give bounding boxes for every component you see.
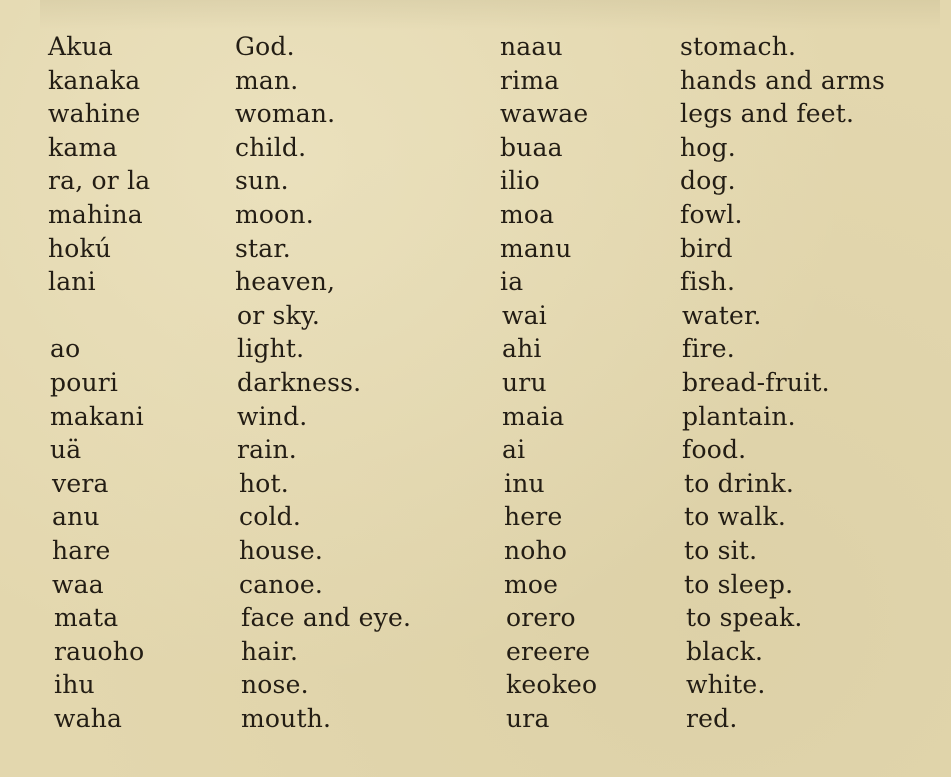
english-meaning: wind. bbox=[237, 401, 308, 431]
english-meaning: hot. bbox=[239, 468, 289, 498]
hawaiian-word: ilio bbox=[500, 166, 540, 196]
hawaiian-word: ao bbox=[50, 334, 81, 364]
english-meaning: bread-fruit. bbox=[682, 367, 830, 397]
english-meaning: water. bbox=[682, 300, 762, 330]
hawaiian-word: noho bbox=[504, 535, 568, 565]
english-meaning: man. bbox=[235, 65, 299, 95]
english-meaning: to drink. bbox=[684, 468, 794, 498]
hawaiian-word: ahi bbox=[502, 334, 542, 364]
english-meaning: hair. bbox=[241, 636, 299, 666]
english-meaning: fire. bbox=[682, 334, 735, 364]
hawaiian-word: kama bbox=[48, 132, 118, 162]
hawaiian-word: buaa bbox=[500, 132, 563, 162]
hawaiian-word: hokú bbox=[48, 233, 112, 263]
hawaiian-word-empty bbox=[48, 299, 150, 333]
english-meaning: hands and arms bbox=[680, 65, 886, 95]
hawaiian-word: mata bbox=[54, 603, 119, 633]
hawaiian-word: moa bbox=[500, 199, 555, 229]
english-meaning: light. bbox=[237, 334, 305, 364]
english-meaning: heaven, bbox=[235, 267, 336, 297]
english-meaning: to walk. bbox=[684, 502, 787, 532]
hawaiian-word: ai bbox=[502, 435, 526, 465]
english-meaning: fowl. bbox=[680, 199, 743, 229]
english-meaning: star. bbox=[235, 233, 291, 263]
english-meaning: face and eye. bbox=[241, 603, 412, 633]
english-meaning: to sit. bbox=[684, 535, 758, 565]
hawaiian-word: ra, or la bbox=[48, 166, 151, 196]
english-meaning: to speak. bbox=[686, 603, 803, 633]
hawaiian-word: Akua bbox=[48, 32, 114, 61]
english-meaning: dog. bbox=[680, 166, 736, 196]
hawaiian-word: lani bbox=[48, 267, 96, 297]
english-meaning: child. bbox=[235, 132, 307, 162]
hawaiian-word: manu bbox=[500, 233, 572, 263]
english-meaning: stomach. bbox=[680, 32, 797, 61]
hawaiian-word: hare bbox=[52, 535, 111, 565]
english-meaning: bird bbox=[680, 233, 733, 263]
english-meaning: plantain. bbox=[682, 401, 796, 431]
english-meaning: sun. bbox=[235, 166, 289, 196]
english-meaning: nose. bbox=[241, 670, 309, 700]
hawaiian-word: anu bbox=[52, 502, 100, 532]
hawaiian-word: waa bbox=[52, 569, 104, 599]
english-meaning: woman. bbox=[235, 99, 336, 129]
hawaiian-word: uru bbox=[502, 367, 547, 397]
english-meaning: darkness. bbox=[237, 367, 362, 397]
english-meaning: to sleep. bbox=[684, 569, 794, 599]
hawaiian-word: wai bbox=[502, 300, 547, 330]
english-meaning: food. bbox=[682, 435, 747, 465]
hawaiian-word: kanaka bbox=[48, 65, 141, 95]
hawaiian-word: rauoho bbox=[54, 636, 145, 666]
english-meaning: legs and feet. bbox=[680, 99, 855, 129]
english-meaning: red. bbox=[686, 703, 738, 733]
hawaiian-word: wawae bbox=[500, 99, 589, 129]
right-english-column bbox=[680, 30, 885, 735]
hawaiian-word: uä bbox=[50, 435, 82, 465]
hawaiian-word: pouri bbox=[50, 367, 119, 397]
hawaiian-word: waha bbox=[54, 703, 123, 733]
english-meaning: or sky. bbox=[237, 300, 321, 330]
english-meaning: mouth. bbox=[241, 703, 332, 733]
english-meaning: fish. bbox=[680, 267, 736, 297]
english-meaning: hog. bbox=[680, 132, 736, 162]
hawaiian-word: makani bbox=[50, 401, 144, 431]
english-meaning: house. bbox=[239, 535, 324, 565]
hawaiian-word: keokeo bbox=[506, 670, 598, 700]
english-meaning: moon. bbox=[235, 199, 314, 229]
hawaiian-word: orero bbox=[506, 603, 576, 633]
hawaiian-word: ia bbox=[500, 267, 524, 297]
right-hawaiian-column bbox=[500, 30, 597, 735]
english-meaning: canoe. bbox=[239, 569, 324, 599]
english-meaning: God. bbox=[235, 32, 295, 61]
hawaiian-word: wahine bbox=[48, 99, 141, 129]
left-english-column bbox=[235, 30, 411, 735]
english-meaning: white. bbox=[686, 670, 766, 700]
english-meaning: rain. bbox=[237, 435, 297, 465]
hawaiian-word: here bbox=[504, 502, 563, 532]
hawaiian-word: ereere bbox=[506, 636, 591, 666]
hawaiian-word: inu bbox=[504, 468, 545, 498]
hawaiian-word: moe bbox=[504, 569, 559, 599]
english-meaning: black. bbox=[686, 636, 764, 666]
hawaiian-word: naau bbox=[500, 32, 563, 61]
hawaiian-word: rima bbox=[500, 65, 560, 95]
left-hawaiian-column bbox=[48, 30, 150, 735]
hawaiian-word: ura bbox=[506, 703, 550, 733]
hawaiian-word: vera bbox=[52, 468, 109, 498]
bleed-through-text bbox=[40, 0, 940, 30]
hawaiian-word: maia bbox=[502, 401, 565, 431]
hawaiian-word: mahina bbox=[48, 199, 143, 229]
hawaiian-word: ihu bbox=[54, 670, 95, 700]
english-meaning: cold. bbox=[239, 502, 301, 532]
